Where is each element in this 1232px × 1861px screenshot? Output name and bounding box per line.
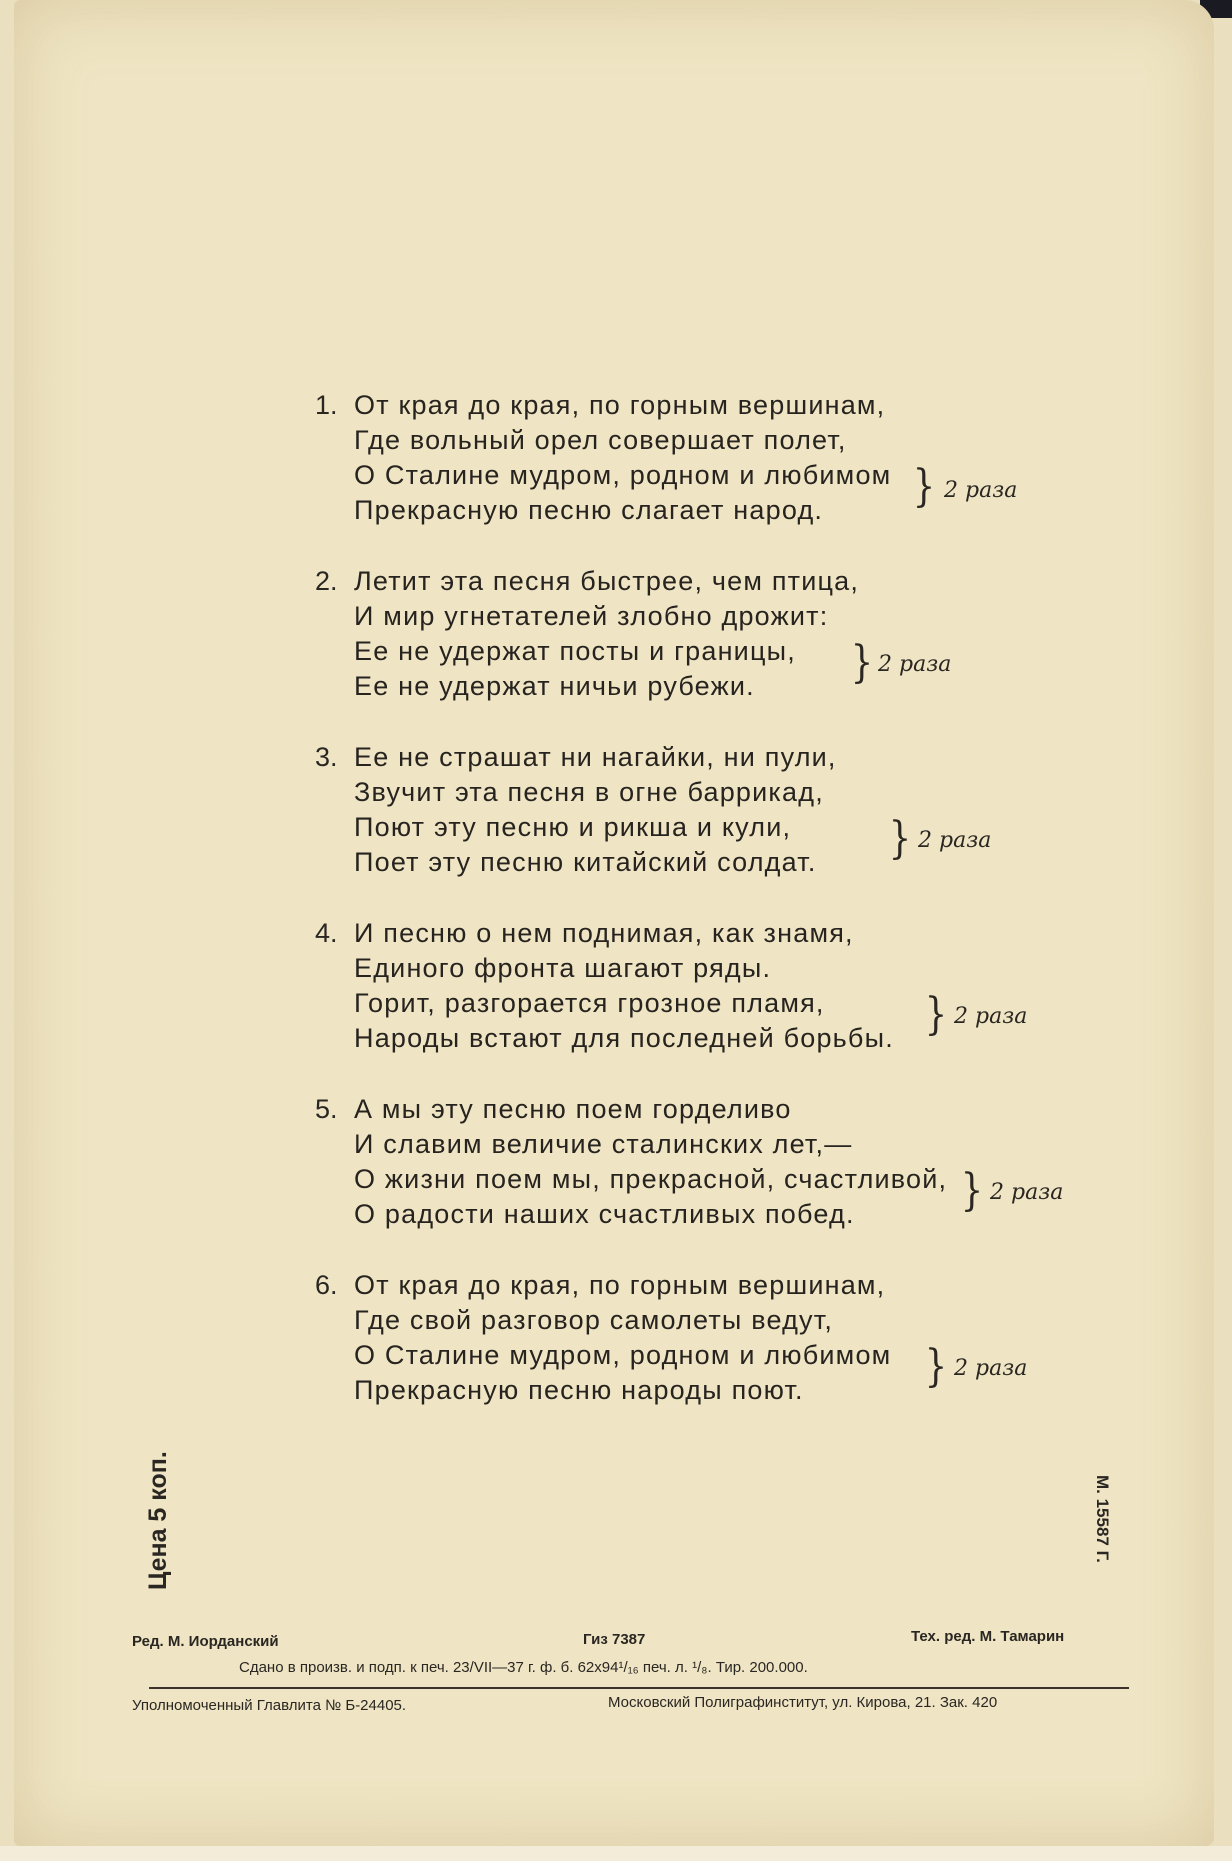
verse-line: Поют эту песню и рикша и кули,: [354, 812, 792, 842]
verse-1: [315, 388, 1078, 564]
verse-line: От края до края, по горным вершинам,: [354, 1270, 886, 1300]
repeat-mark: 2 раза: [990, 1180, 1064, 1205]
verse-3: [315, 740, 1078, 916]
imprint-divider: [149, 1687, 1129, 1689]
verse-line: О Сталине мудром, родном и любимом: [354, 460, 892, 490]
glavlit-info: Уполномоченный Главлита № Б-24405.: [132, 1697, 407, 1714]
verse-line: Ее не удержат ничьи рубежи.: [354, 671, 755, 701]
verse-line: И мир угнетателей злобно дрожит:: [354, 601, 829, 631]
verse-2: [315, 564, 1078, 740]
tech-editor-credit: Тех. ред. М. Тамарин: [911, 1628, 1065, 1645]
price-label: Цена 5 коп.: [144, 1451, 172, 1590]
verse-number: 6.: [315, 1270, 338, 1300]
verse-line: Где вольный орел совершает полет,: [354, 425, 847, 455]
repeat-mark: 2 раза: [878, 652, 952, 677]
verse-line: Ее не удержат посты и границы,: [354, 636, 796, 666]
verse-line: Единого фронта шагают ряды.: [354, 953, 772, 983]
printer-info: Московский Полиграфинститут, ул. Кирова, 21. Зак. 420: [608, 1694, 998, 1711]
editor-credit: Ред. М. Иорданский: [132, 1633, 279, 1650]
verse-line: Звучит эта песня в огне баррикад,: [354, 777, 824, 807]
giz-number: Гиз 7387: [583, 1631, 646, 1648]
verse-line: И песню о нем поднимая, как знамя,: [354, 918, 854, 948]
verse-line: Прекрасную песню слагает народ.: [354, 495, 824, 525]
production-info: Сдано в произв. и подп. к печ. 23/VII—37 г. ф. б. 62х94¹/₁₆ печ. л. ¹/₈. Тир. 200.000.: [239, 1659, 808, 1676]
verse-5: [315, 1092, 1078, 1268]
scan-bottom-strip: [0, 1846, 1232, 1861]
repeat-brace: }: [924, 989, 948, 1040]
repeat-brace: }: [960, 1165, 984, 1216]
verse-number: 1.: [315, 390, 338, 420]
verse-line: Горит, разгорается грозное пламя,: [354, 988, 825, 1018]
verse-line: Поет эту песню китайский солдат.: [354, 847, 817, 877]
repeat-brace: }: [888, 813, 912, 864]
verse-line: Летит эта песня быстрее, чем птица,: [354, 566, 860, 596]
verse-4: [315, 916, 1078, 1092]
verse-number: 3.: [315, 742, 338, 772]
catalog-code: М. 15587 Г.: [1093, 1475, 1112, 1563]
repeat-brace: }: [850, 637, 874, 688]
repeat-brace: }: [912, 461, 936, 512]
repeat-brace: }: [924, 1341, 948, 1392]
verse-number: 5.: [315, 1094, 338, 1124]
repeat-mark: 2 раза: [918, 828, 992, 853]
page-sheet: [14, 0, 1214, 1846]
repeat-mark: 2 раза: [954, 1004, 1028, 1029]
verse-line: И славим величие сталинских лет,—: [354, 1129, 853, 1159]
verse-line: Ее не страшат ни нагайки, ни пули,: [354, 742, 837, 772]
repeat-mark: 2 раза: [954, 1356, 1028, 1381]
repeat-mark: 2 раза: [944, 478, 1018, 503]
verse-number: 2.: [315, 566, 338, 596]
verse-number: 4.: [315, 918, 338, 948]
verse-line: От края до края, по горным вершинам,: [354, 390, 886, 420]
poem-body: [315, 388, 1078, 1444]
verse-line: О Сталине мудром, родном и любимом: [354, 1340, 892, 1370]
verse-line: Народы встают для последней борьбы.: [354, 1023, 894, 1053]
verse-line: О радости наших счастливых побед.: [354, 1199, 855, 1229]
verse-line: Прекрасную песню народы поют.: [354, 1375, 804, 1405]
verse-line: О жизни поем мы, прекрасной, счастливой,: [354, 1164, 948, 1194]
verse-line: А мы эту песню поем горделиво: [354, 1094, 792, 1124]
verse-line: Где свой разговор самолеты ведут,: [354, 1305, 834, 1335]
verse-6: [315, 1268, 1078, 1444]
